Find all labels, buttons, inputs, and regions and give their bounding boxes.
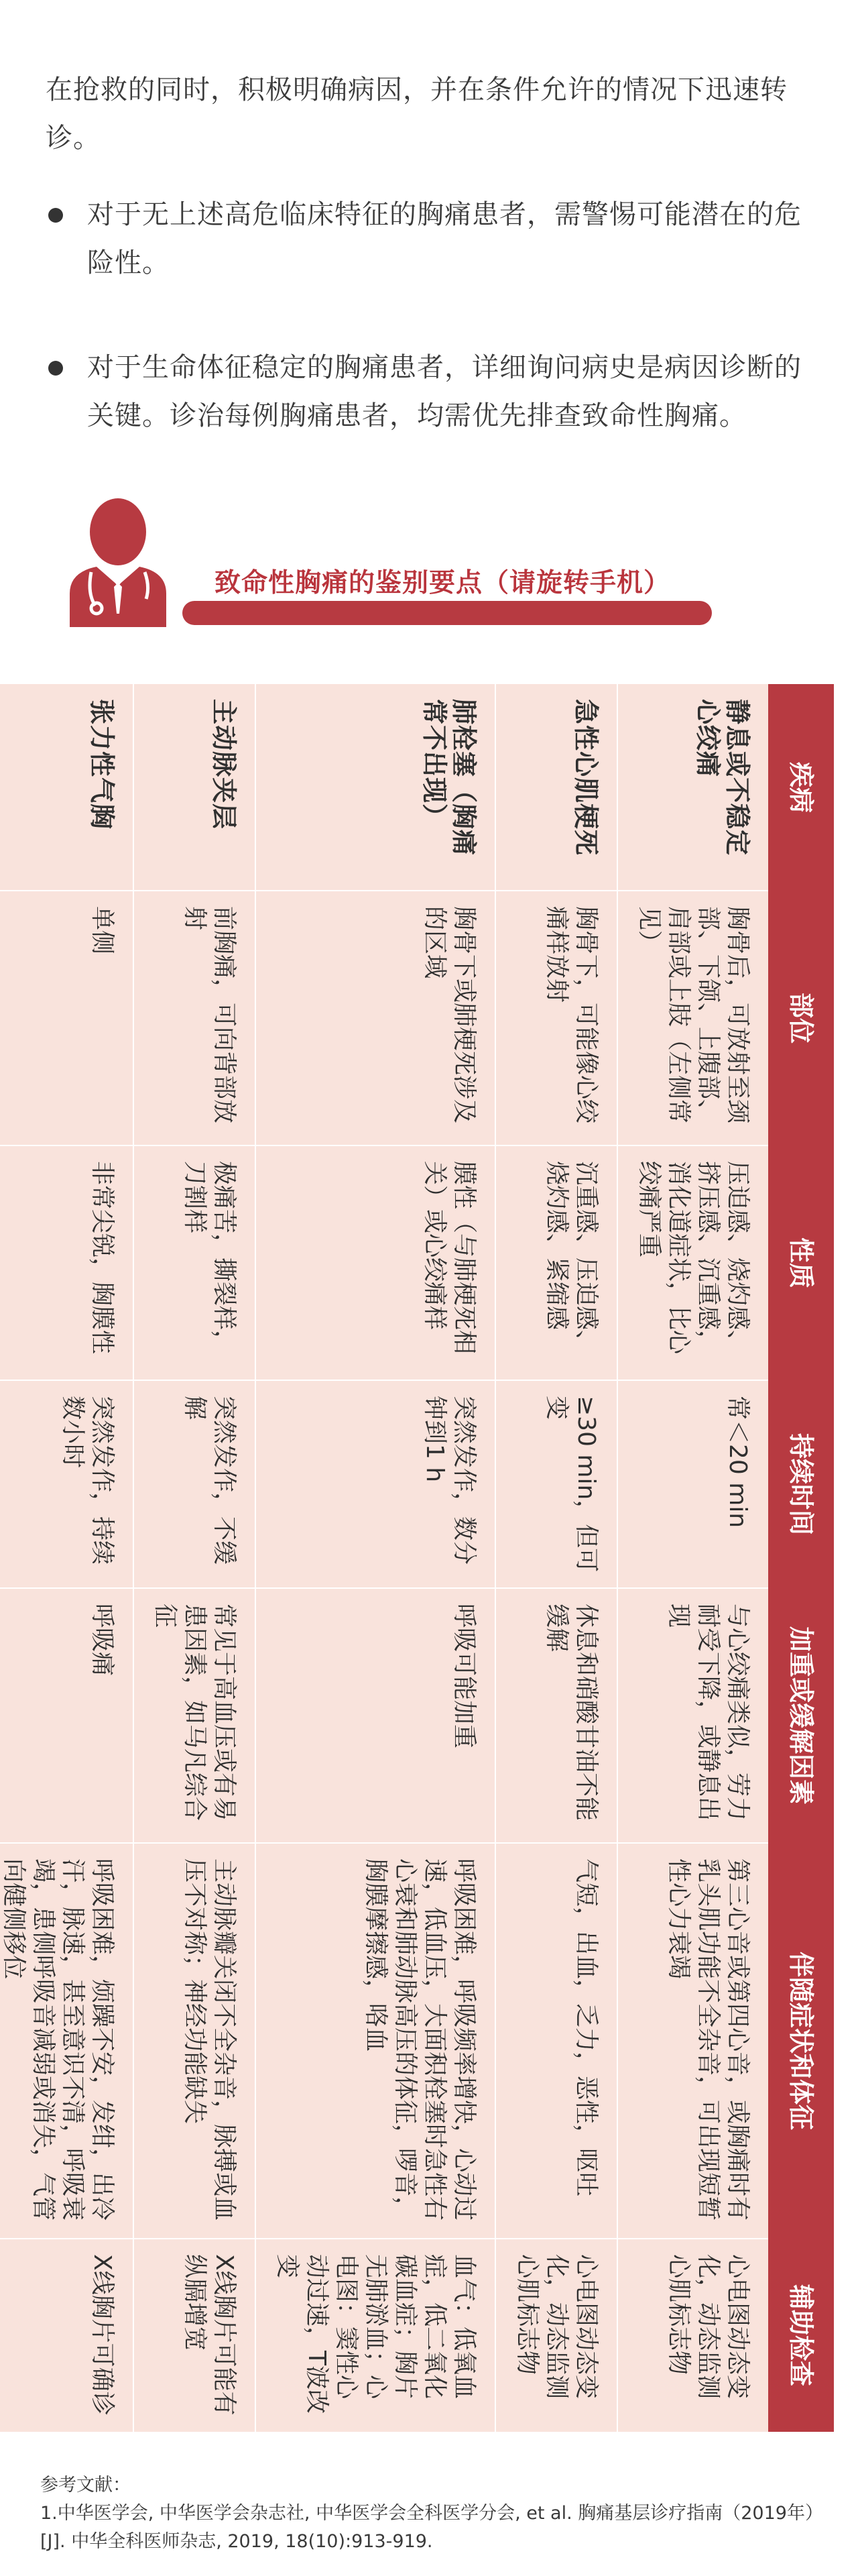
table-row [495,684,617,2432]
table-cell: 静息或不稳定心绞痛 [617,684,768,891]
bullet-text: 对于生命体征稳定的胸痛患者，详细询问病史是病因诊断的关键。诊治每例胸痛患者，均需优先排查致命性胸痛。 [87,352,802,431]
table-cell: 呼吸困难，烦躁不安，发绀，出冷汗，脉速，甚至意识不清，呼吸衰竭，患侧呼吸音减弱或消失，气管向健侧移位 [0,1843,133,2239]
table-cell: 休息和硝酸甘油不能缓解 [495,1588,617,1843]
doctor-icon [64,493,172,627]
table-cell: X线胸片可确诊 [0,2239,133,2432]
table-cell: 胸骨下，可能像心绞痛样放射 [495,891,617,1145]
table-cell: 膜性（与肺梗死相关）或心绞痛样 [255,1145,495,1380]
differential-table [0,684,834,2432]
intro-paragraph: 在抢救的同时，积极明确病因，并在条件允许的情况下迅速转诊。 [46,74,788,154]
table-header-cell: 持续时间 [768,1380,834,1588]
table-cell: 急性心肌梗死 [495,684,617,891]
bullet-dot-icon [48,208,63,223]
table-cell: 与心绞痛类似，劳力耐受下降，或静息出现 [617,1588,768,1843]
table-cell: 肺栓塞（胸痛常不出现） [255,684,495,891]
table-cell: 单侧 [0,891,133,1145]
table-cell: 常＜20 min [617,1380,768,1588]
table-cell: 第三心音或第四心音，或胸痛时有乳头肌功能不全杂音，可出现短暂性心力衰竭 [617,1843,768,2239]
table-cell: 极痛苦，撕裂样，刀割样 [133,1145,255,1380]
table-cell: 突然发作，持续数小时 [0,1380,133,1588]
table-cell: 心电图动态变化，动态监测心肌标志物 [495,2239,617,2432]
table-header-cell: 疾病 [768,684,834,891]
table-cell: 前胸痛，可向背部放射 [133,891,255,1145]
table-header-cell: 性质 [768,1145,834,1380]
references-title: 参考文献： [40,2475,131,2496]
table-cell: 突然发作，数分钟到1 h [255,1380,495,1588]
bullet-text: 对于无上述高危临床特征的胸痛患者，需警惕可能潜在的危险性。 [87,199,802,278]
reference-item: 1.中华医学会, 中华医学会杂志社, 中华医学会全科医学分会, et al. 胸痛基层诊疗指南（2019年）[J]. 中华全科医师杂志, 2019, 18(10):913-919. [40,2503,823,2552]
references [40,2471,831,2556]
table-row [617,684,768,2432]
table-cell: ≥30 min，但可变 [495,1380,617,1588]
table-header-cell: 辅助检查 [768,2239,834,2432]
table-cell: 压迫感、烧灼感、挤压感、沉重感，消化道症状，比心绞痛严重 [617,1145,768,1380]
table-cell: 主动脉夹层 [133,684,255,891]
bullet-dot-icon [48,361,63,376]
table-cell: 呼吸痛 [0,1588,133,1843]
table-cell: 心电图动态变化，动态监测心肌标志物 [617,2239,768,2432]
table-row [133,684,255,2432]
table-cell: 沉重感、压迫感、烧灼感、紧缩感 [495,1145,617,1380]
table-row [0,684,133,2432]
table-header-cell: 伴随症状和体征 [768,1843,834,2239]
table-cell: 主动脉瓣关闭不全杂音，脉搏或血压不对称；神经功能缺失 [133,1843,255,2239]
table-cell: 张力性气胸 [0,684,133,891]
table-cell: 呼吸困难，呼吸频率增快，心动过速，低血压，大面积栓塞时急性右心衰和肺动脉高压的体征，啰音，胸膜摩擦感，咯血 [255,1843,495,2239]
table-row [255,684,495,2432]
table-cell: 胸骨后，可放射至颈部、下颌、上腹部、肩部或上肢（左侧常见） [617,891,768,1145]
section-title-bar [182,601,712,625]
table-cell: X线胸片可能有纵膈增宽 [133,2239,255,2432]
table-cell: 胸骨下或肺梗死涉及的区域 [255,891,495,1145]
table-cell: 非常尖锐，胸膜性 [0,1145,133,1380]
bullet-item [46,343,823,440]
table-header-cell: 部位 [768,891,834,1145]
section-title: 致命性胸痛的鉴别要点（请旋转手机） [214,568,671,598]
table-header-cell: 加重或缓解因素 [768,1588,834,1843]
table-cell: 突然发作，不缓解 [133,1380,255,1588]
table-cell: 呼吸可能加重 [255,1588,495,1843]
table-cell: 血气：低氧血症，低二氧化碳血症；胸片无肺淤血；心电图：窦性心动过速，T波改变 [255,2239,495,2432]
table-cell: 气短，出血，乏力，恶性，呕吐 [495,1843,617,2239]
rotated-table-container [0,684,834,2432]
bullet-item [46,190,823,287]
table-cell: 常见于高血压或有易患因素，如马凡综合征 [133,1588,255,1843]
table-header-row [768,684,834,2432]
